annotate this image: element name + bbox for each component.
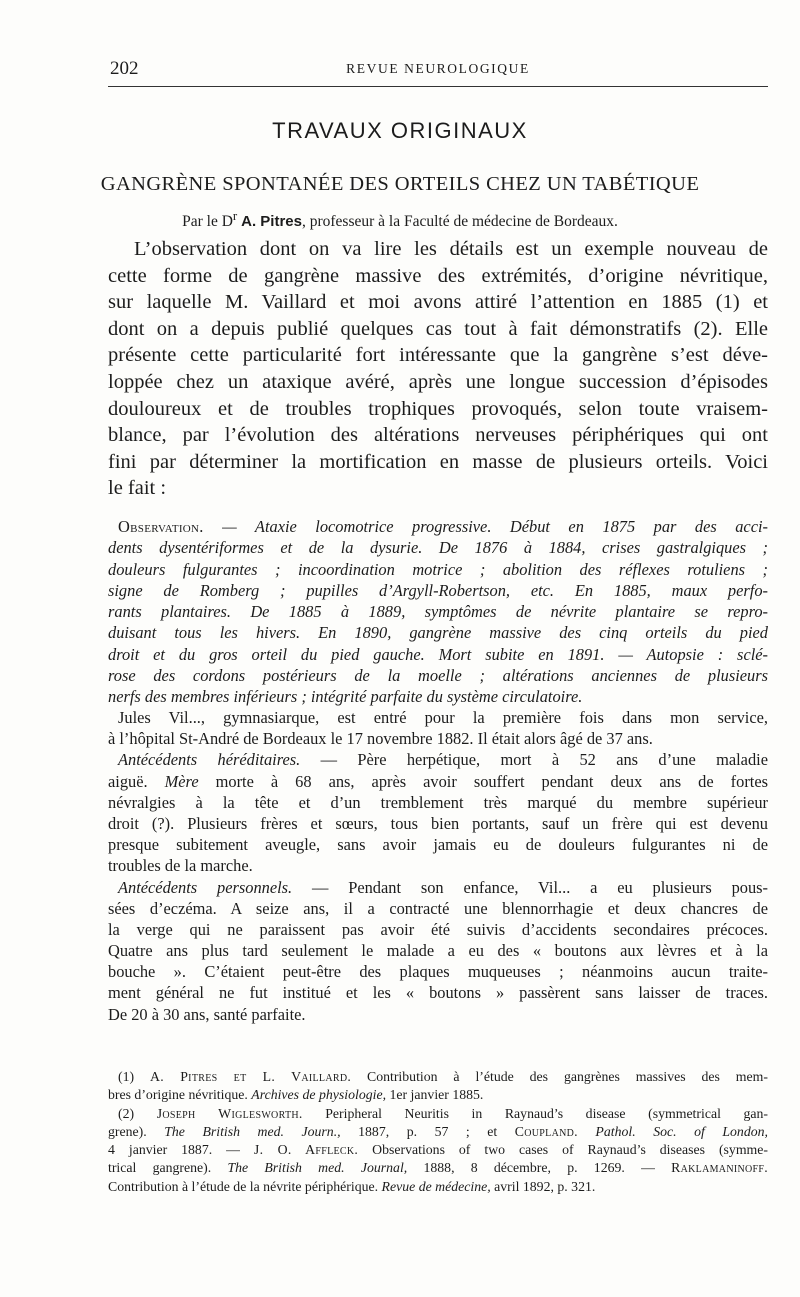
intro-line: sur laquelle M. Vaillard et moi avons attiré l’attention en 1885 (1) et xyxy=(108,291,768,314)
body-line: Antécédents héréditaires. — Père herpétique, mort à 52 ans d’une maladie xyxy=(118,750,768,770)
intro-line: blance, par l’évolution des altérations nerveuses périphériques qui ont xyxy=(108,424,768,447)
footnote-2: grene). The British med. Journ., 1887, p. 57 ; et Coupland. Pathol. Soc. of London, xyxy=(108,1123,768,1139)
footnote-2: (2) Joseph Wiglesworth. Peripheral Neuritis in Raynaud’s disease (symmetrical gan- xyxy=(118,1105,768,1121)
observation-line: douleurs fulgurantes ; incoordination motrice ; abolition des réflexes rotuliens ; xyxy=(108,559,768,579)
observation-label: Observation. xyxy=(118,517,204,536)
observation-line: dents dysentériformes et de la dysurie. De 1876 à 1884, crises gastralgiques ; xyxy=(108,538,768,558)
body-line: droit (?). Plusieurs frères et sœurs, tous bien portants, sauf un frère qui est devenu xyxy=(108,813,768,833)
intro-line: le fait : xyxy=(108,477,167,500)
intro-line: dont on a depuis publié quelques cas tout à fait démonstratifs (2). Elle xyxy=(108,317,768,340)
intro-paragraph xyxy=(108,236,768,502)
case-history xyxy=(108,707,768,1025)
body-line: sées d’eczéma. A seize ans, il a contracté une blennorrhagie et deux chancres de xyxy=(108,898,768,918)
observation-line: rose des cordons postérieurs de la moelle ; altérations anciennes de plusieurs xyxy=(108,666,768,686)
byline: Par le $D^r$ A. Pitres, professeur à la Faculté de médecine de Bordeaux. xyxy=(182,208,618,231)
footnote-2: Contribution à l’étude de la névrite périphérique. Revue de médecine, avril 1892, p. 321. xyxy=(108,1178,596,1194)
journal-title: REVUE NEUROLOGIQUE xyxy=(346,61,530,76)
intro-line: cette forme de gangrène massive des extrémités, d’origine névritique, xyxy=(108,264,768,287)
body-line: Quatre ans plus tard seulement le malade a eu des « boutons aux lèvres et à la xyxy=(108,941,768,961)
intro-line: présente cette particularité fort intéressante que la gangrène s’est déve- xyxy=(108,344,768,367)
intro-line: L’observation dont on va lire les détails est un exemple nouveau de xyxy=(134,238,768,260)
body-line: Antécédents personnels. — Pendant son enfance, Vil... a eu plusieurs pous- xyxy=(118,877,768,897)
intro-line: douloureux et de troubles trophiques provoqués, selon toute vraisem- xyxy=(108,397,768,420)
observation-summary xyxy=(108,516,768,708)
observation-line: Observation. — Ataxie locomotrice progressive. Début en 1875 par des acci- xyxy=(118,517,768,536)
body-line: bouche ». C’étaient peut-être des plaques muqueuses ; néanmoins aucun traite- xyxy=(108,962,768,982)
observation-line: rants plantaires. De 1885 à 1889, symptômes de névrite plantaire se repro- xyxy=(108,602,768,622)
observation-line: duisant tous les hivers. En 1890, gangrène massive des cinq orteils du pied xyxy=(108,623,768,643)
page-number: 202 xyxy=(110,58,139,79)
personal-history-heading: Antécédents personnels. xyxy=(118,877,293,897)
body-line: névralgies à la tête et d’un tremblement très marqué du membre supérieur xyxy=(108,792,768,812)
footnote-2: 4 janvier 1887. — J. O. Affleck. Observations of two cases of Raynaud’s diseases (symme- xyxy=(108,1142,768,1158)
body-line: Jules Vil..., gymnasiarque, est entré pour la première fois dans mon service, xyxy=(118,708,768,727)
body-line: De 20 à 30 ans, santé parfaite. xyxy=(108,1004,306,1024)
footnote-1: bres d’origine névritique. Archives de physiologie, 1er janvier 1885. xyxy=(108,1087,484,1103)
running-head xyxy=(108,58,768,88)
intro-line: fini par déterminer la mortification en masse de plusieurs orteils. Voici xyxy=(108,450,768,473)
body-line: troubles de la marche. xyxy=(108,856,253,876)
body-line: à l’hôpital St-André de Bordeaux le 17 novembre 1882. Il était alors âgé de 37 ans. xyxy=(108,729,653,749)
body-line: presque subitement aveugle, sans avoir jamais eu de douleurs fulgurantes ni de xyxy=(108,835,768,855)
observation-line: signe de Romberg ; pupilles d’Argyll-Robertson, etc. En 1885, maux perfo- xyxy=(108,580,768,600)
intro-line: loppée chez un ataxique avéré, après une longue succession d’épisodes xyxy=(108,370,768,393)
author-name: A. Pitres xyxy=(241,213,302,231)
section-title: TRAVAUX ORIGINAUX xyxy=(272,118,528,143)
body-line: ment général ne fut institué et les « boutons » passèrent sans laisser de traces. xyxy=(108,983,768,1003)
observation-line: nerfs des membres inférieurs ; intégrité parfaite du système circulatoire. xyxy=(108,687,583,707)
article-title: GANGRÈNE SPONTANÉE DES ORTEILS CHEZ UN TABÉTIQUE xyxy=(100,173,700,195)
heredity-heading: Antécédents héréditaires. xyxy=(118,750,301,770)
footnote-1: (1) A. Pitres et L. Vaillard. Contribution à l’étude des gangrènes massives des mem- xyxy=(118,1069,768,1084)
footnote-2: trical gangrene). The British med. Journal, 1888, 8 décembre, p. 1269. — Raklamaninoff. xyxy=(108,1160,768,1176)
footnotes xyxy=(108,1068,768,1196)
body-line: aiguë. Mère morte à 68 ans, après avoir souffert pendant deux ans de fortes xyxy=(108,771,768,791)
header-rule xyxy=(108,86,768,87)
observation-line: droit et du gros orteil du pied gauche. Mort subite en 1891. — Autopsie : sclé- xyxy=(108,644,768,664)
body-line: la verge qui ne paraissent pas avoir été suivis d’accidents secondaires précoces. xyxy=(108,919,768,939)
